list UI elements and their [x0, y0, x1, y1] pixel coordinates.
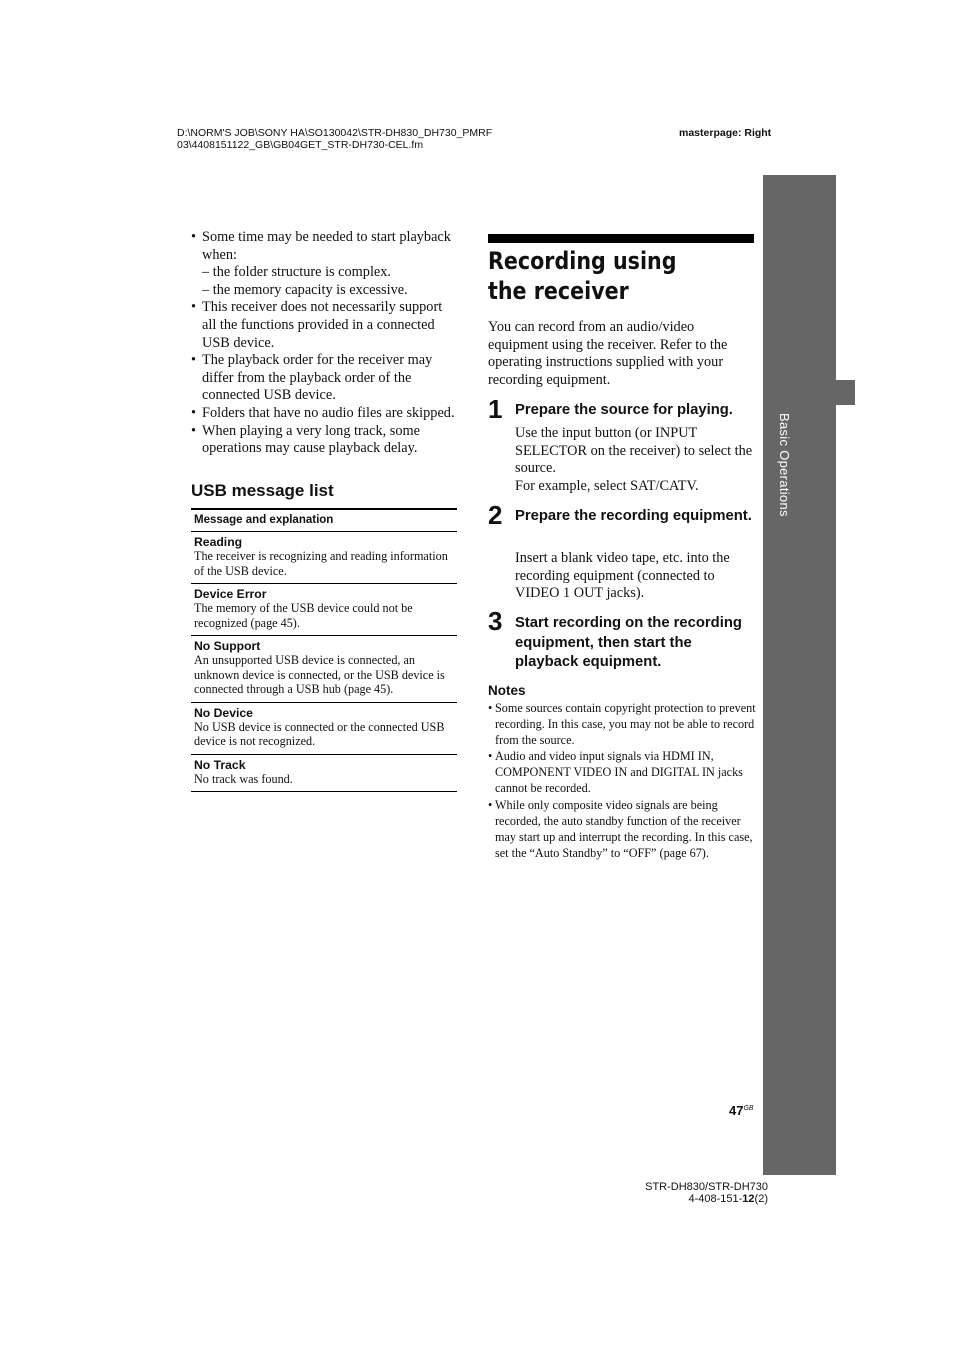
footer-code: 4-408-151-12(2): [688, 1193, 768, 1205]
file-path-header: [177, 127, 492, 151]
file-path-line-2: 03\4408151122_GB\GB04GET_STR-DH730-CEL.fm: [177, 139, 424, 151]
section-title-bar: [488, 234, 754, 243]
step-heading: Prepare the recording equipment.: [515, 508, 752, 524]
message-explanation: No track was found.: [194, 771, 293, 786]
table-row: [191, 755, 457, 793]
message-title: No Track: [194, 757, 246, 772]
playback-notes-list: [191, 229, 459, 458]
bullet-icon: •: [191, 229, 197, 245]
message-title: No Device: [194, 705, 253, 720]
table-header: Message and explanation: [191, 510, 457, 532]
table-row: [191, 584, 457, 636]
masterpage-label: masterpage: Right: [679, 127, 772, 139]
list-item: • Some sources contain copyright protection to prevent recording. In this case, you may not be able to record from the source.: [488, 701, 756, 748]
side-tab-marker: [836, 380, 855, 405]
section-intro: You can record from an audio/video equipment using the receiver. Refer to the operating instructions supplied with your recording equipment.: [488, 319, 728, 388]
message-explanation: An unsupported USB device is connected, an unknown device is connected, or the USB device is connected through a USB hub (page 45).: [194, 653, 445, 696]
list-item: • Audio and video input signals via HDMI IN, COMPONENT VIDEO IN and DIGITAL IN jacks cannot be recorded.: [488, 749, 743, 796]
step-number: 1: [488, 394, 503, 424]
message-title: Reading: [194, 535, 243, 549]
step-body: Use the input button (or INPUT SELECTOR on the receiver) to select the source. For example, select SAT/CATV.: [515, 425, 753, 494]
bullet-icon: •: [191, 422, 197, 439]
bullet-icon: •: [488, 749, 493, 764]
left-column: [191, 229, 459, 458]
sub-item: – the folder structure is complex.: [202, 264, 391, 281]
table-row: [191, 532, 457, 584]
message-explanation: The receiver is recognizing and reading information of the USB device.: [194, 549, 448, 578]
bullet-icon: •: [191, 352, 197, 369]
table-row: [191, 703, 457, 755]
list-item: • While only composite video signals are being recorded, the auto standby function of the receiver may start up and interrupt the recording. In this case, set the “Auto Standby” to “OFF” (page 67).: [488, 797, 753, 860]
bullet-icon: •: [488, 701, 493, 715]
step-number: 3: [488, 606, 503, 636]
step-number: 2: [488, 500, 503, 530]
message-title: No Support: [194, 639, 261, 653]
message-explanation: No USB device is connected or the connected USB device is not recognized.: [194, 719, 445, 748]
section-title: Recording using the receiver: [488, 247, 677, 305]
bullet-icon: •: [191, 299, 197, 316]
message-title: Device Error: [194, 587, 267, 601]
page-number-suffix: GB: [743, 1105, 754, 1112]
usb-message-list-heading: USB message list: [191, 481, 334, 500]
side-tab: [763, 175, 836, 1175]
side-tab-label: Basic Operations: [777, 413, 792, 517]
bullet-icon: •: [488, 797, 493, 812]
message-explanation: The memory of the USB device could not be recognized (page 45).: [194, 601, 413, 630]
footer-model-info: [600, 1181, 768, 1205]
list-item: • The playback order for the receiver may differ from the playback order of the connected USB device.: [191, 352, 433, 404]
sub-item: – the memory capacity is excessive.: [202, 281, 408, 298]
list-item: • When playing a very long track, some operations may cause playback delay.: [191, 422, 420, 457]
table-row: [191, 636, 457, 703]
list-item: • Some time may be needed to start playback when: – the folder structure is complex. – the memory capacity is excessive.: [191, 229, 459, 299]
list-item: • Folders that have no audio files are skipped.: [191, 404, 455, 421]
list-item: • This receiver does not necessarily support all the functions provided in a connected USB device.: [191, 299, 443, 351]
page-number: $47^{GB}$: [729, 1103, 754, 1118]
footer-model: STR-DH830/STR-DH730: [645, 1181, 768, 1193]
notes-list: [488, 700, 756, 861]
file-path-line-1: D:\NORM'S JOB\SONY HA\SO130042\STR-DH830_DH730_PMRF: [177, 127, 493, 139]
step-heading: Prepare the source for playing.: [515, 402, 733, 418]
step-body: Insert a blank video tape, etc. into the recording equipment (connected to VIDEO 1 OUT jacks).: [515, 550, 730, 602]
bullet-icon: •: [191, 404, 197, 421]
usb-message-table: [191, 508, 457, 792]
notes-heading: Notes: [488, 683, 526, 698]
step-heading: Start recording on the recording equipment, then start the playback equipment.: [515, 615, 742, 670]
